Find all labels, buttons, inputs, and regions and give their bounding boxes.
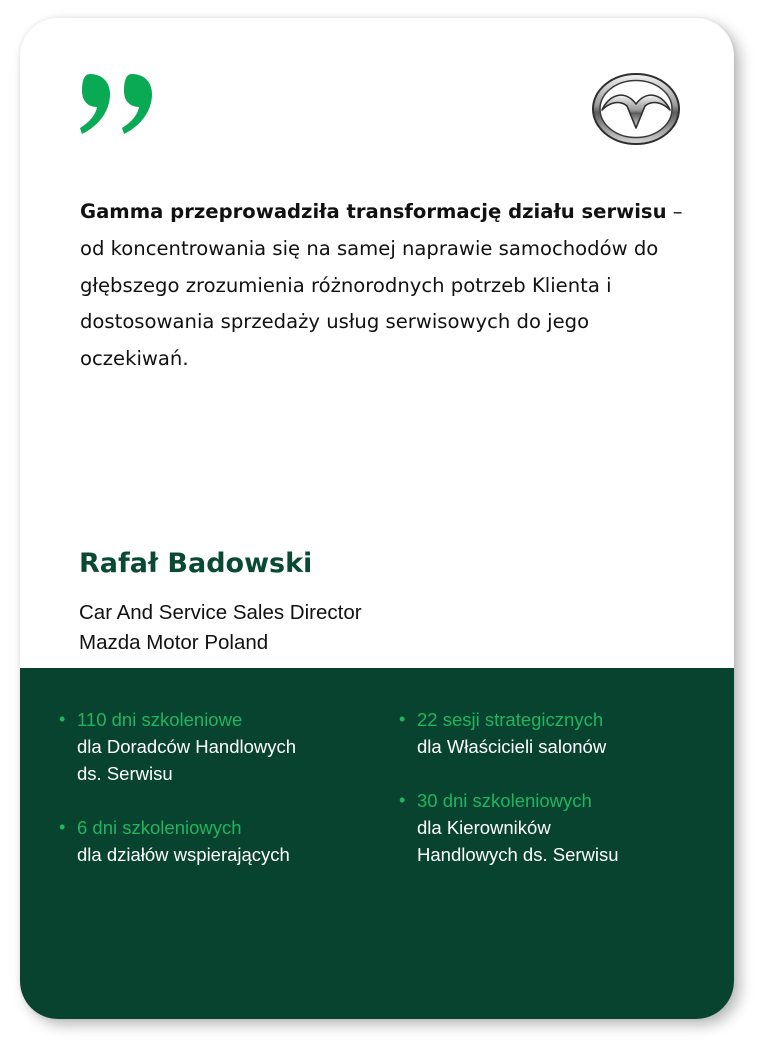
stat-heading: 110 dni szkoleniowe <box>77 709 243 730</box>
bullet-icon: • <box>59 817 66 837</box>
person-role <box>79 598 362 658</box>
stat-description: dla Kierowników Handlowych ds. Serwisu <box>417 817 619 865</box>
stat-heading: 30 dni szkoleniowych <box>417 790 592 811</box>
stat-description: dla działów wspierających <box>77 844 290 865</box>
stat-item <box>398 706 619 760</box>
stats-column-right <box>398 706 619 895</box>
stat-heading: 6 dni szkoleniowych <box>77 817 242 838</box>
bullet-icon: • <box>399 709 406 729</box>
testimonial-quote <box>80 194 700 378</box>
testimonial-card <box>20 18 734 1019</box>
stat-item <box>58 814 296 868</box>
bullet-icon: • <box>399 790 406 810</box>
stat-description: dla Doradców Handlowych ds. Serwisu <box>77 736 297 784</box>
stat-description: dla Właścicieli salonów <box>417 736 607 757</box>
mazda-logo <box>590 70 682 148</box>
bullet-icon: • <box>59 709 66 729</box>
stats-panel <box>20 668 734 1019</box>
quote-rest-text: – od koncentrowania się na samej naprawie samochodów do głębszego zrozumienia różnorodnych potrzeb Klienta i dostosowania sprzedaży usług serwisowych do jego oczekiwań. <box>80 200 683 371</box>
stat-heading: 22 sesji strategicznych <box>417 709 604 730</box>
person-company: Mazda Motor Poland <box>79 631 269 654</box>
quote-bold-text: Gamma przeprowadziła transformację działu serwisu <box>80 200 667 223</box>
person-name: Rafał Badowski <box>79 548 313 579</box>
stat-item <box>58 706 296 787</box>
person-title: Car And Service Sales Director <box>79 601 362 624</box>
closing-quotation-mark-icon <box>80 74 160 136</box>
stats-column-left <box>58 706 296 895</box>
stat-item <box>398 787 619 868</box>
